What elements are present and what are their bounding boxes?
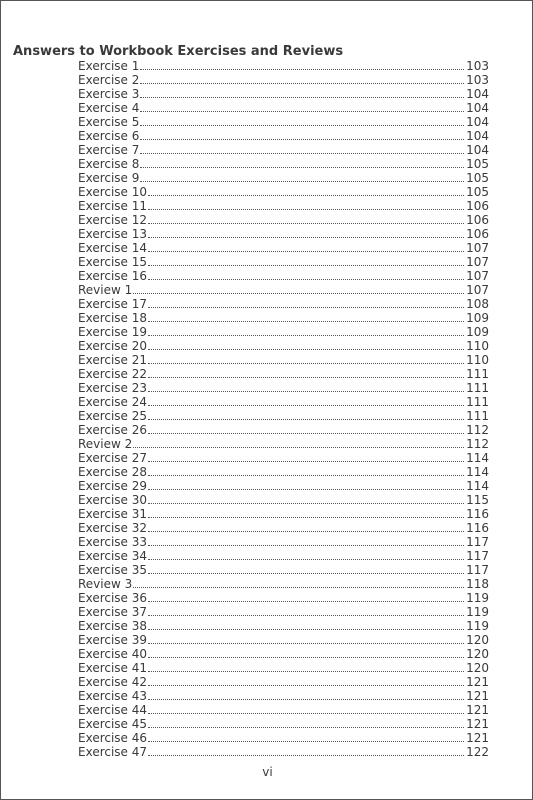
toc-entry-label: Exercise 23 — [78, 381, 148, 395]
toc-entry-page: 107 — [466, 255, 489, 269]
toc-entry-page: 119 — [466, 591, 489, 605]
dot-leader — [140, 124, 464, 126]
toc-entry-page: 122 — [466, 745, 489, 759]
toc-entry-page: 112 — [466, 423, 489, 437]
toc-entry — [78, 297, 489, 311]
toc-entry-label: Exercise 4 — [78, 101, 140, 115]
toc-entry-label: Exercise 41 — [78, 661, 148, 675]
dot-leader — [148, 264, 464, 266]
toc-entry-page: 115 — [466, 493, 489, 507]
toc-entry — [78, 633, 489, 647]
toc-entry-label: Exercise 15 — [78, 255, 148, 269]
toc-entry-label: Exercise 26 — [78, 423, 148, 437]
toc-entry — [78, 493, 489, 507]
toc-entry-page: 114 — [466, 465, 489, 479]
toc-entry-page: 120 — [466, 661, 489, 675]
dot-leader — [148, 236, 464, 238]
toc-entry — [78, 731, 489, 745]
toc-entry — [78, 563, 489, 577]
dot-leader — [148, 376, 464, 378]
toc-entry — [78, 185, 489, 199]
toc-entry-page: 111 — [466, 381, 489, 395]
toc-entry — [78, 101, 489, 115]
toc-entry — [78, 479, 489, 493]
toc-entry-page: 119 — [466, 605, 489, 619]
dot-leader — [140, 96, 464, 98]
dot-leader — [148, 712, 464, 714]
toc-entry-label: Exercise 16 — [78, 269, 148, 283]
toc-entry — [78, 157, 489, 171]
dot-leader — [140, 138, 464, 140]
dot-leader — [140, 82, 464, 84]
toc-entry-label: Exercise 2 — [78, 73, 140, 87]
toc-entry-page: 116 — [466, 507, 489, 521]
toc-entry-label: Exercise 28 — [78, 465, 148, 479]
toc-entry — [78, 143, 489, 157]
toc-entry — [78, 311, 489, 325]
toc-entry-page: 104 — [466, 101, 489, 115]
toc-entry — [78, 395, 489, 409]
toc-entry-page: 121 — [466, 703, 489, 717]
toc-entry — [78, 339, 489, 353]
toc-entry — [78, 535, 489, 549]
toc-entry — [78, 647, 489, 661]
toc-entry — [78, 129, 489, 143]
toc-entry-label: Exercise 45 — [78, 717, 148, 731]
toc-entry-page: 106 — [466, 213, 489, 227]
dot-leader — [148, 670, 464, 672]
toc-entry-label: Exercise 40 — [78, 647, 148, 661]
toc-entry — [78, 213, 489, 227]
toc-entry — [78, 451, 489, 465]
toc-entry — [78, 171, 489, 185]
dot-leader — [148, 600, 464, 602]
dot-leader — [148, 684, 464, 686]
toc-entry — [78, 675, 489, 689]
toc-entry-page: 104 — [466, 143, 489, 157]
toc-entry — [78, 549, 489, 563]
dot-leader — [148, 320, 464, 322]
dot-leader — [140, 110, 464, 112]
dot-leader — [148, 432, 464, 434]
toc-entry-label: Exercise 47 — [78, 745, 148, 759]
toc-entry-label: Exercise 22 — [78, 367, 148, 381]
toc-entry-page: 111 — [466, 395, 489, 409]
toc-entry — [78, 269, 489, 283]
toc-entry-label: Exercise 29 — [78, 479, 148, 493]
toc-entry — [78, 661, 489, 675]
toc-entry-page: 114 — [466, 479, 489, 493]
toc-entry-label: Exercise 7 — [78, 143, 140, 157]
toc-entry — [78, 73, 489, 87]
toc-entry-page: 121 — [466, 717, 489, 731]
dot-leader — [148, 194, 464, 196]
toc-entry-page: 104 — [466, 115, 489, 129]
table-of-contents — [78, 59, 489, 759]
toc-entry-label: Exercise 17 — [78, 297, 148, 311]
toc-entry-label: Exercise 8 — [78, 157, 140, 171]
dot-leader — [140, 180, 464, 182]
toc-entry-label: Review 3 — [78, 577, 133, 591]
toc-entry — [78, 745, 489, 759]
dot-leader — [148, 474, 464, 476]
toc-entry-page: 121 — [466, 675, 489, 689]
toc-entry — [78, 381, 489, 395]
toc-entry-label: Exercise 27 — [78, 451, 148, 465]
toc-entry-page: 103 — [466, 59, 489, 73]
dot-leader — [148, 628, 464, 630]
dot-leader — [148, 656, 464, 658]
toc-entry-page: 110 — [466, 353, 489, 367]
toc-entry-label: Exercise 3 — [78, 87, 140, 101]
dot-leader — [133, 292, 464, 294]
toc-entry-page: 111 — [466, 367, 489, 381]
toc-entry-label: Exercise 31 — [78, 507, 148, 521]
toc-entry-label: Exercise 10 — [78, 185, 148, 199]
dot-leader — [148, 754, 464, 756]
toc-entry-label: Exercise 39 — [78, 633, 148, 647]
toc-entry — [78, 591, 489, 605]
toc-entry — [78, 199, 489, 213]
dot-leader — [148, 390, 464, 392]
dot-leader — [148, 614, 464, 616]
toc-entry-label: Exercise 24 — [78, 395, 148, 409]
dot-leader — [148, 740, 464, 742]
toc-entry-page: 106 — [466, 199, 489, 213]
toc-entry-page: 117 — [466, 549, 489, 563]
toc-entry-page: 103 — [466, 73, 489, 87]
toc-entry — [78, 353, 489, 367]
toc-entry-page: 120 — [466, 633, 489, 647]
toc-entry-label: Exercise 6 — [78, 129, 140, 143]
toc-entry-page: 107 — [466, 269, 489, 283]
toc-entry-page: 112 — [466, 437, 489, 451]
toc-entry — [78, 577, 489, 591]
dot-leader — [148, 460, 464, 462]
dot-leader — [133, 586, 464, 588]
dot-leader — [148, 544, 464, 546]
toc-entry — [78, 507, 489, 521]
dot-leader — [140, 152, 464, 154]
toc-entry-page: 110 — [466, 339, 489, 353]
dot-leader — [148, 306, 464, 308]
toc-entry-page: 117 — [466, 563, 489, 577]
toc-entry — [78, 717, 489, 731]
toc-entry-label: Exercise 14 — [78, 241, 148, 255]
toc-entry-label: Exercise 18 — [78, 311, 148, 325]
toc-entry-label: Exercise 35 — [78, 563, 148, 577]
dot-leader — [148, 488, 464, 490]
dot-leader — [148, 208, 464, 210]
dot-leader — [148, 726, 464, 728]
toc-entry-page: 104 — [466, 87, 489, 101]
toc-entry-label: Exercise 37 — [78, 605, 148, 619]
dot-leader — [148, 698, 464, 700]
toc-entry-label: Exercise 1 — [78, 59, 140, 73]
toc-entry-label: Exercise 9 — [78, 171, 140, 185]
toc-entry — [78, 689, 489, 703]
dot-leader — [148, 502, 464, 504]
toc-entry-page: 119 — [466, 619, 489, 633]
dot-leader — [140, 68, 464, 70]
toc-entry-label: Exercise 21 — [78, 353, 148, 367]
toc-entry — [78, 367, 489, 381]
toc-entry-page: 108 — [466, 297, 489, 311]
toc-entry-label: Exercise 25 — [78, 409, 148, 423]
dot-leader — [148, 348, 464, 350]
toc-entry-page: 118 — [466, 577, 489, 591]
dot-leader — [148, 642, 464, 644]
toc-entry-label: Review 1 — [78, 283, 133, 297]
page-number: vi — [262, 765, 273, 779]
dot-leader — [148, 222, 464, 224]
toc-entry-page: 121 — [466, 731, 489, 745]
toc-entry — [78, 115, 489, 129]
toc-entry-page: 105 — [466, 171, 489, 185]
toc-entry-label: Exercise 46 — [78, 731, 148, 745]
toc-entry — [78, 423, 489, 437]
toc-entry — [78, 619, 489, 633]
toc-entry-page: 120 — [466, 647, 489, 661]
dot-leader — [148, 516, 464, 518]
dot-leader — [148, 334, 464, 336]
toc-entry-label: Exercise 19 — [78, 325, 148, 339]
toc-entry-label: Exercise 43 — [78, 689, 148, 703]
dot-leader — [148, 404, 464, 406]
toc-entry-page: 107 — [466, 283, 489, 297]
toc-entry-page: 117 — [466, 535, 489, 549]
toc-entry-label: Exercise 38 — [78, 619, 148, 633]
toc-entry — [78, 605, 489, 619]
toc-entry — [78, 255, 489, 269]
dot-leader — [148, 362, 464, 364]
toc-entry-label: Exercise 36 — [78, 591, 148, 605]
dot-leader — [148, 572, 464, 574]
toc-entry — [78, 465, 489, 479]
toc-entry — [78, 703, 489, 717]
dot-leader — [140, 166, 464, 168]
toc-entry-label: Exercise 13 — [78, 227, 148, 241]
toc-entry — [78, 437, 489, 451]
toc-entry-label: Exercise 30 — [78, 493, 148, 507]
toc-entry-page: 109 — [466, 325, 489, 339]
toc-entry — [78, 521, 489, 535]
toc-entry-page: 105 — [466, 185, 489, 199]
toc-entry-label: Exercise 33 — [78, 535, 148, 549]
toc-entry-page: 116 — [466, 521, 489, 535]
toc-entry — [78, 241, 489, 255]
toc-entry-label: Exercise 11 — [78, 199, 148, 213]
dot-leader — [148, 278, 464, 280]
toc-entry-page: 104 — [466, 129, 489, 143]
toc-entry-label: Exercise 42 — [78, 675, 148, 689]
toc-entry — [78, 409, 489, 423]
toc-entry-label: Exercise 32 — [78, 521, 148, 535]
toc-entry-page: 114 — [466, 451, 489, 465]
toc-entry-label: Exercise 5 — [78, 115, 140, 129]
toc-entry-page: 111 — [466, 409, 489, 423]
toc-entry — [78, 227, 489, 241]
toc-entry-page: 107 — [466, 241, 489, 255]
toc-entry-page: 106 — [466, 227, 489, 241]
toc-entry-page: 121 — [466, 689, 489, 703]
toc-entry-page: 109 — [466, 311, 489, 325]
dot-leader — [148, 530, 464, 532]
section-heading: Answers to Workbook Exercises and Reviews — [13, 44, 344, 59]
toc-entry — [78, 87, 489, 101]
toc-entry-page: 105 — [466, 157, 489, 171]
toc-entry-label: Exercise 44 — [78, 703, 148, 717]
toc-entry-label: Review 2 — [78, 437, 133, 451]
toc-entry — [78, 59, 489, 73]
toc-entry — [78, 283, 489, 297]
toc-entry-label: Exercise 20 — [78, 339, 148, 353]
dot-leader — [148, 418, 464, 420]
dot-leader — [148, 558, 464, 560]
toc-entry — [78, 325, 489, 339]
dot-leader — [133, 446, 464, 448]
toc-entry-label: Exercise 34 — [78, 549, 148, 563]
toc-entry-label: Exercise 12 — [78, 213, 148, 227]
dot-leader — [148, 250, 464, 252]
